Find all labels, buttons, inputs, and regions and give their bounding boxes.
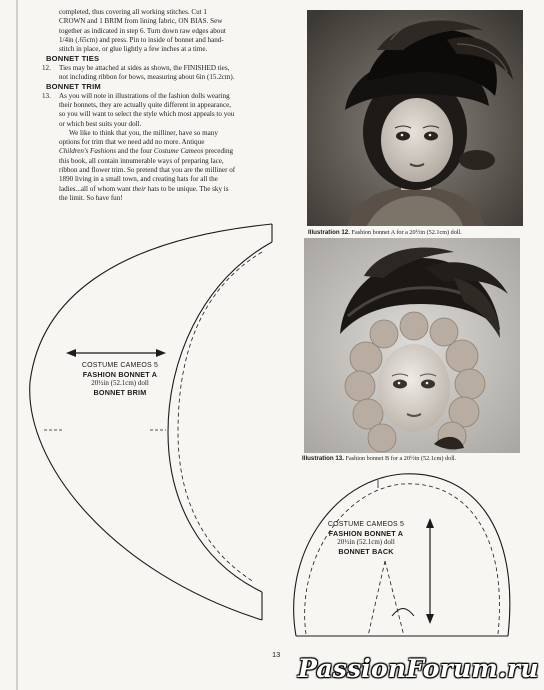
illustration-label: Illustration 13.	[302, 455, 344, 462]
watermark: PassionForum.ru	[298, 654, 539, 683]
instructions-column	[42, 8, 296, 203]
text-line: or which best suits your doll.	[59, 119, 142, 128]
text-line: As you will note in illustrations of the fashion dolls wearing	[59, 91, 230, 100]
doll-photo-bonnet-b	[304, 238, 520, 453]
text-line: Children's Fashions and the four Costume Cameos preceding	[59, 147, 234, 156]
doll-photo-bonnet-b-image	[304, 238, 520, 453]
text-line: 1890 living in a small town, and creating hats for all the	[59, 175, 218, 184]
dart-right-line	[385, 561, 404, 636]
pattern-size: 20½in (52.1cm) doll	[337, 538, 395, 546]
doll-photo-bonnet-a-image	[307, 10, 523, 226]
text-line: completed, thus covering all working stitches. Cut 1	[59, 8, 207, 16]
text-line: CROWN and 1 BRIM from lining fabric, ON BIAS. Sew	[59, 17, 223, 26]
illustration-12-caption	[308, 229, 462, 237]
grainline-arrow-icon	[66, 349, 166, 357]
pattern-series: COSTUME CAMEOS 5	[327, 521, 405, 528]
text-line: ladies...all of whom want their hats to be unique. The sky is	[59, 184, 229, 193]
illustration-13-caption	[302, 455, 456, 463]
pattern-name: FASHION BONNET A	[328, 529, 404, 538]
text-line: options for trim that we need add no more. Antique	[59, 138, 205, 147]
text-line: ribbon and flower trim. So pretend that you are the milliner of	[59, 166, 236, 175]
text-line: this book, all contain innumerable ways of preparing lace,	[59, 156, 224, 165]
heading-bonnet-trim: BONNET TRIM	[46, 82, 101, 92]
caption-text: Fashion bonnet A for a 20½in (52.1cm) doll.	[349, 229, 462, 236]
illustration-label: Illustration 12.	[308, 229, 350, 236]
step-13	[42, 92, 296, 129]
pattern-piece: BONNET BRIM	[93, 388, 147, 397]
dart-left-line	[368, 561, 385, 636]
pattern-name: FASHION BONNET A	[82, 370, 158, 379]
text-line: together as indicated in step 6. Turn down raw edges about	[59, 26, 226, 35]
back-notch	[392, 609, 414, 617]
text-line: so you will want to select the style which most appeals to you	[59, 110, 235, 119]
pattern-size: 20½in (52.1cm) doll	[91, 379, 149, 387]
pattern-piece: BONNET BACK	[338, 547, 394, 556]
step-11-continued	[42, 8, 296, 54]
brim-outer-edge	[30, 224, 272, 382]
brim-pattern-label	[56, 361, 184, 397]
book-title: Costume Cameos	[153, 147, 204, 156]
text-line: the limit. So have fun!	[59, 193, 123, 202]
page-number: 13	[272, 650, 281, 659]
book-title: Children's Fashions	[59, 147, 117, 156]
caption-text: Fashion bonnet B for a 20½in (52.1cm) doll.	[343, 455, 457, 462]
brim-inner-edge	[168, 242, 272, 592]
brim-outer-edge-lower	[30, 382, 262, 620]
doll-photo-bonnet-a	[307, 10, 523, 226]
bonnet-back-pattern	[282, 466, 544, 656]
step-number: 12.	[42, 63, 51, 72]
text-line: stitch in place, or glue lightly a few inches at a time.	[59, 45, 208, 54]
text-line: their bonnets, they are actually quite different in appearance,	[59, 100, 232, 109]
text-line: 1/4in (.65cm) and press. Pin to inside of bonnet and hand-	[59, 35, 224, 44]
step-12	[42, 64, 296, 83]
heading-bonnet-ties: BONNET TIES	[46, 54, 100, 64]
pattern-series: COSTUME CAMEOS 5	[81, 362, 159, 369]
text-line: Ties may be attached at sides as shown, the FINISHED ties,	[59, 63, 230, 72]
bonnet-brim-pattern	[0, 212, 300, 642]
text-line: We like to think that you, the milliner, have so many	[69, 128, 218, 137]
text-line: not including ribbon for bows, measuring about 6in (15.2cm).	[59, 73, 235, 82]
step-number: 13.	[42, 91, 51, 100]
brim-seam-line	[178, 252, 262, 582]
back-pattern-label	[300, 520, 432, 556]
